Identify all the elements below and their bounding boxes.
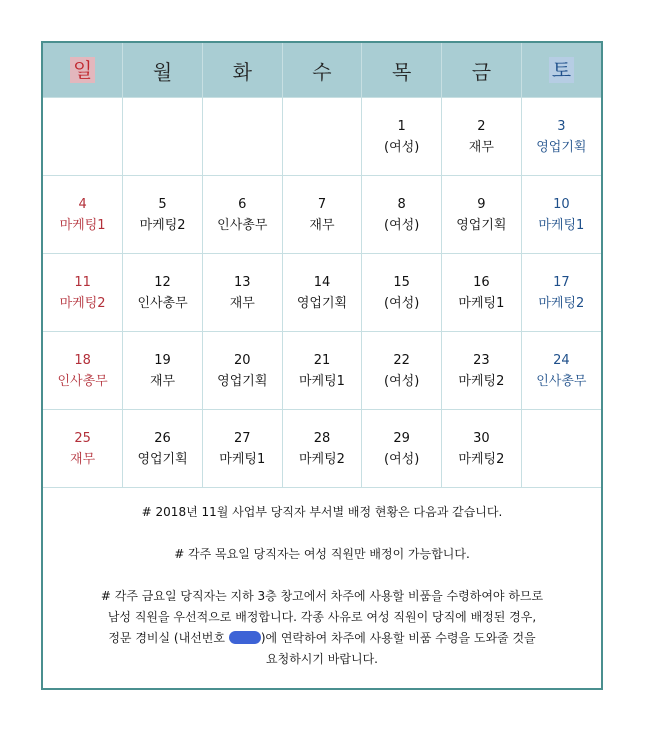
calendar-day-cell [123, 98, 203, 176]
calendar-table [43, 43, 601, 488]
calendar-day-cell [43, 332, 123, 410]
day-number: 5 [158, 196, 167, 212]
calendar-day-cell [442, 254, 522, 332]
day-number: 14 [313, 274, 331, 290]
weekday-thursday: 목 [362, 43, 442, 98]
calendar-day-cell [282, 254, 362, 332]
duty-department: 마케팅1 [458, 295, 505, 311]
day-number: 3 [557, 118, 566, 134]
day-number: 24 [553, 352, 570, 368]
day-number: 7 [317, 196, 327, 212]
day-number: 25 [74, 430, 91, 446]
calendar-day-cell [123, 176, 203, 254]
calendar-day-cell [442, 176, 522, 254]
calendar-day-cell [123, 410, 203, 488]
calendar-day-cell [362, 332, 442, 410]
calendar-day-cell [123, 332, 203, 410]
calendar-day-cell [282, 410, 362, 488]
calendar-day-cell [202, 410, 282, 488]
day-number: 23 [473, 352, 490, 368]
calendar-day-cell [442, 332, 522, 410]
duty-department: 인사총무 [57, 373, 108, 389]
duty-department: (여성) [384, 217, 420, 233]
calendar-day-cell [521, 98, 601, 176]
duty-department: 마케팅1 [538, 217, 585, 233]
duty-department: 마케팅2 [458, 373, 505, 389]
notes-section [43, 488, 601, 670]
calendar-day-cell [521, 254, 601, 332]
redacted-extension-number [229, 631, 261, 644]
duty-department: 마케팅2 [139, 217, 186, 233]
duty-department: 인사총무 [217, 217, 268, 233]
day-number: 8 [397, 196, 406, 212]
day-number: 21 [313, 352, 331, 368]
day-number: 17 [553, 274, 570, 290]
day-number: 1 [397, 118, 406, 134]
duty-department: 마케팅2 [538, 295, 585, 311]
day-number: 22 [393, 352, 410, 368]
calendar-day-cell [521, 410, 601, 488]
day-number: 4 [78, 196, 87, 212]
note-line-2: # 각주 목요일 당직자는 여성 직원만 배정이 가능합니다. [174, 547, 470, 561]
calendar-day-cell [43, 410, 123, 488]
week-row [43, 176, 601, 254]
duty-department: 영업기획 [456, 217, 507, 233]
note-line-3a: # 각주 금요일 당직자는 지하 3층 창고에서 차주에 사용할 비품을 수령하여야 하므로 [100, 589, 544, 603]
day-number: 9 [477, 196, 486, 212]
calendar-day-cell [43, 254, 123, 332]
duty-department: 마케팅2 [458, 451, 505, 467]
calendar-day-cell [362, 176, 442, 254]
duty-department: 마케팅1 [298, 373, 345, 389]
duty-department: 재무 [309, 217, 335, 233]
day-number: 11 [74, 274, 91, 290]
calendar-day-cell [202, 176, 282, 254]
day-number: 29 [393, 430, 410, 446]
weekday-saturday: 토 [521, 43, 601, 98]
duty-department: 영업기획 [536, 139, 587, 155]
duty-department: 마케팅1 [59, 217, 106, 233]
calendar-day-cell [123, 254, 203, 332]
calendar-body [43, 98, 601, 488]
day-number: 10 [553, 196, 570, 212]
calendar-day-cell [362, 410, 442, 488]
weekday-wednesday: 수 [282, 43, 362, 98]
day-number: 18 [74, 352, 91, 368]
week-row [43, 254, 601, 332]
week-row [43, 98, 601, 176]
week-row [43, 410, 601, 488]
weekday-sunday: 일 [43, 43, 123, 98]
day-number: 19 [154, 352, 171, 368]
calendar-day-cell [521, 332, 601, 410]
calendar-day-cell [43, 176, 123, 254]
duty-department: 마케팅2 [59, 295, 106, 311]
duty-department: (여성) [384, 295, 420, 311]
calendar-day-cell [442, 410, 522, 488]
calendar-day-cell [282, 176, 362, 254]
day-number: 6 [238, 196, 247, 212]
weekday-header-row [43, 43, 601, 98]
day-number: 20 [233, 352, 251, 368]
note-line-3d: 요청하시기 바랍니다. [266, 652, 378, 666]
calendar-day-cell [202, 98, 282, 176]
day-number: 30 [473, 430, 490, 446]
duty-department: 마케팅1 [219, 451, 266, 467]
day-number: 2 [477, 118, 486, 134]
day-number: 26 [154, 430, 171, 446]
duty-department: (여성) [384, 451, 420, 467]
note-line-1: # 2018년 11월 사업부 당직자 부서별 배정 현황은 다음과 같습니다. [141, 505, 503, 519]
duty-department: 인사총무 [536, 373, 587, 389]
duty-department: (여성) [384, 139, 420, 155]
weekday-tuesday: 화 [202, 43, 282, 98]
note-line-3c-post: )에 연락하여 차주에 사용할 비품 수령을 도와줄 것을 [260, 631, 536, 645]
calendar-day-cell [282, 98, 362, 176]
calendar-day-cell [202, 254, 282, 332]
duty-department: 재무 [468, 139, 494, 155]
duty-department: 영업기획 [217, 373, 268, 389]
day-number: 16 [473, 274, 490, 290]
note-paragraph-3 [43, 586, 601, 670]
week-row [43, 332, 601, 410]
note-line-3c-pre: 정문 경비실 (내선번호 [108, 631, 229, 645]
duty-department: 재무 [229, 295, 255, 311]
day-number: 27 [233, 430, 251, 446]
calendar-day-cell [362, 98, 442, 176]
calendar-frame [41, 41, 603, 690]
day-number: 28 [313, 430, 331, 446]
calendar-day-cell [282, 332, 362, 410]
note-line-3b: 남성 직원을 우선적으로 배정합니다. 각종 사유로 여성 직원이 당직에 배정된 경우, [107, 610, 537, 624]
weekday-monday: 월 [123, 43, 203, 98]
day-number: 12 [154, 274, 171, 290]
duty-department: 마케팅2 [298, 451, 345, 467]
duty-department: 재무 [70, 451, 96, 467]
calendar-day-cell [202, 332, 282, 410]
duty-department: (여성) [384, 373, 420, 389]
duty-department: 인사총무 [137, 295, 188, 311]
calendar-day-cell [362, 254, 442, 332]
calendar-day-cell [521, 176, 601, 254]
day-number: 15 [393, 274, 410, 290]
calendar-day-cell [442, 98, 522, 176]
calendar-day-cell [43, 98, 123, 176]
duty-department: 영업기획 [296, 295, 348, 311]
day-number: 13 [233, 274, 251, 290]
duty-department: 영업기획 [137, 451, 188, 467]
duty-department: 재무 [149, 373, 176, 389]
weekday-friday: 금 [442, 43, 522, 98]
